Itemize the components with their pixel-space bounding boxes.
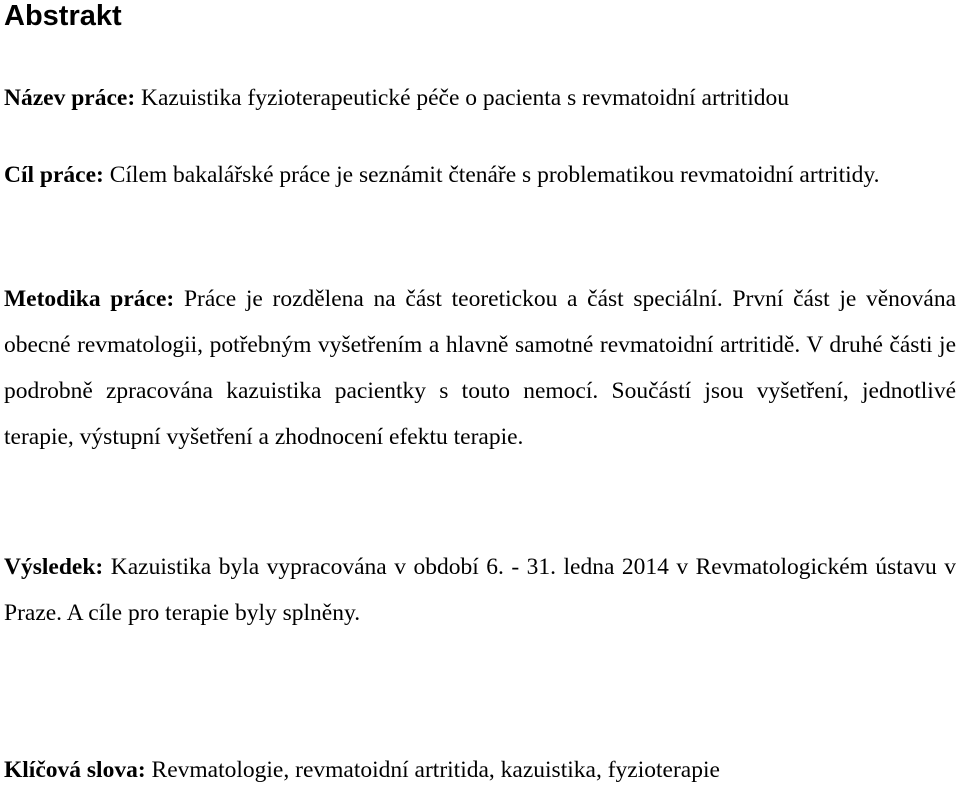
methodology-paragraph — [4, 276, 956, 460]
result-paragraph — [4, 544, 956, 636]
thesis-title-label: Název práce: — [4, 85, 136, 111]
page-title: Abstrakt — [4, 0, 122, 32]
methodology-label: Metodika práce: — [4, 286, 175, 312]
result-text: Kazuistika byla vypracována v období 6. - 31. ledna 2014 v Revmatologickém ústavu v Praze. A cíle pro terapie byly splněny. — [4, 554, 956, 626]
goal-paragraph — [4, 152, 956, 198]
keywords-text: Revmatologie, revmatoidní artritida, kazuistika, fyzioterapie — [151, 757, 720, 783]
keywords-label: Klíčová slova: — [4, 757, 146, 783]
thesis-title-text: Kazuistika fyzioterapeutické péče o pacienta s revmatoidní artritidou — [141, 85, 789, 111]
methodology-text: Práce je rozdělena na část teoretickou a část speciální. První část je věnována obecné revmatologii, potřebným vyšetřením a hlavně samotné revmatoidní artritidě. V druhé části je podrobně zpracována kazuistika pacientky s touto nemocí. Součástí jsou vyšetření, jednotlivé terapie, výstupní vyšetření a zhodnocení efektu terapie. — [4, 286, 957, 450]
goal-label: Cíl práce: — [4, 162, 104, 188]
thesis-title-paragraph — [4, 75, 956, 121]
goal-text: Cílem bakalářské práce je seznámit čtenáře s problematikou revmatoidní artritidy. — [109, 162, 880, 188]
result-label: Výsledek: — [4, 554, 104, 580]
keywords-paragraph — [4, 747, 956, 793]
